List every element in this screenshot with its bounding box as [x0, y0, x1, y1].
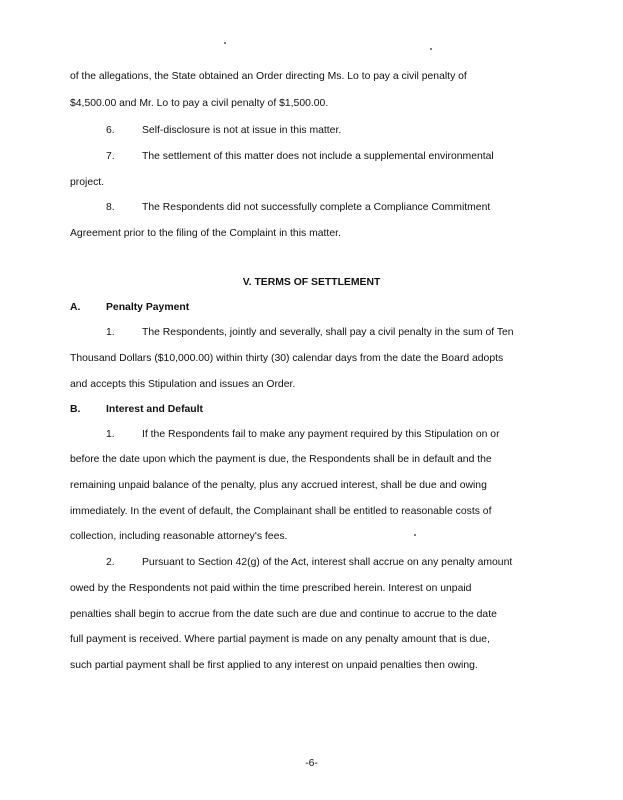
paragraph-line: immediately. In the event of default, the Complainant shall be entitled to reasonable costs of [70, 506, 492, 517]
paragraph-line: Self-disclosure is not at issue in this matter. [142, 125, 342, 136]
paragraph-line: full payment is received. Where partial payment is made on any penalty amount that is due, [70, 634, 490, 645]
paragraph-line: The Respondents, jointly and severally, shall pay a civil penalty in the sum of Ten [142, 327, 514, 338]
scan-speck [430, 48, 432, 50]
item-number: 8. [106, 202, 115, 213]
item-number: 1. [106, 429, 115, 440]
paragraph-line: of the allegations, the State obtained an Order directing Ms. Lo to pay a civil penalty of [70, 71, 467, 82]
item-number: 1. [106, 327, 115, 338]
item-number: 6. [106, 125, 115, 136]
paragraph-line: and accepts this Stipulation and issues an Order. [70, 379, 296, 390]
paragraph-line: The Respondents did not successfully complete a Compliance Commitment [142, 202, 491, 213]
item-number: 2. [106, 557, 115, 568]
subsection-label: A. [70, 302, 81, 313]
scan-speck [414, 534, 416, 536]
scan-speck [224, 42, 226, 44]
paragraph-line: Thousand Dollars ($10,000.00) within thirty (30) calendar days from the date the Board adopts [70, 353, 504, 364]
subsection-heading: Interest and Default [106, 404, 203, 415]
paragraph-line: Pursuant to Section 42(g) of the Act, interest shall accrue on any penalty amount [142, 557, 513, 568]
paragraph-line: $4,500.00 and Mr. Lo to pay a civil penalty of $1,500.00. [70, 98, 329, 109]
paragraph-line: owed by the Respondents not paid within the time prescribed herein. Interest on unpaid [70, 583, 472, 594]
subsection-label: B. [70, 404, 81, 415]
paragraph-line: Agreement prior to the filing of the Complaint in this matter. [70, 228, 341, 239]
paragraph-line: before the date upon which the payment is due, the Respondents shall be in default and the [70, 454, 492, 465]
paragraph-line: The settlement of this matter does not include a supplemental environmental [142, 151, 494, 162]
paragraph-line: If the Respondents fail to make any payment required by this Stipulation on or [142, 429, 500, 440]
item-number: 7. [106, 151, 115, 162]
paragraph-line: such partial payment shall be first applied to any interest on unpaid penalties then owing. [70, 660, 478, 671]
subsection-heading: Penalty Payment [106, 302, 190, 313]
paragraph-line: remaining unpaid balance of the penalty, plus any accrued interest, shall be due and owing [70, 480, 487, 491]
paragraph-line: project. [70, 177, 105, 188]
paragraph-line: penalties shall begin to accrue from the date such are due and continue to accrue to the date [70, 609, 497, 620]
page-number: -6- [305, 758, 318, 769]
paragraph-line: collection, including reasonable attorney's fees. [70, 531, 288, 542]
section-title: V. TERMS OF SETTLEMENT [242, 277, 381, 288]
